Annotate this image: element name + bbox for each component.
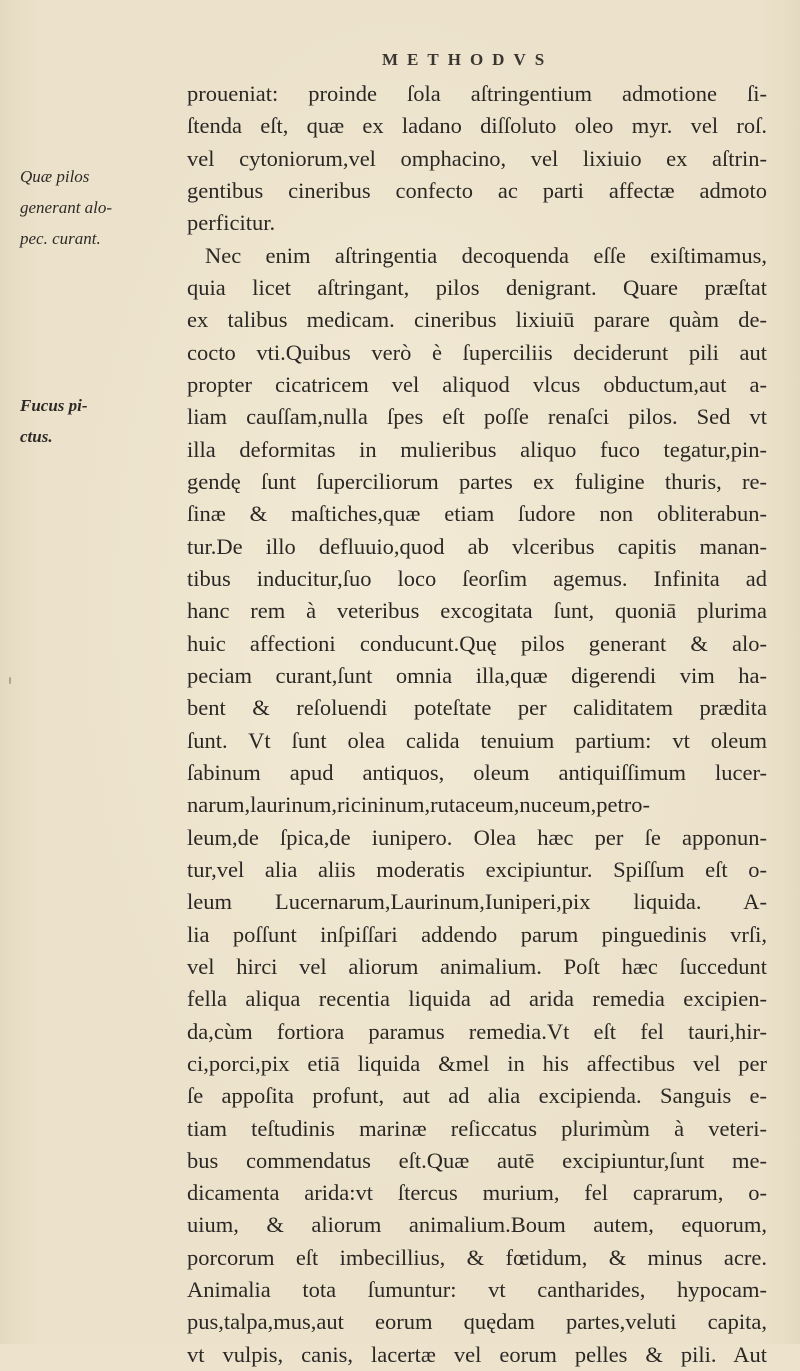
running-head: METHODVS xyxy=(382,50,554,69)
text-line: leum,de ſpica,de iunipero. Olea hæc per ſe apponun- xyxy=(187,824,767,850)
text-line: vel cytoniorum,vel omphacino, vel lixiuio ex aſtrin- xyxy=(187,145,767,171)
text-line: ci,porci,pix etiā liquida &mel in his affectibus vel per xyxy=(187,1050,767,1076)
text-line: ſabinum apud antiquos, oleum antiquiſſimum lucer- xyxy=(187,759,767,785)
text-line: ſe appoſita profunt, aut ad alia excipienda. Sanguis e- xyxy=(187,1083,767,1109)
margin-note-line: generant alo- xyxy=(20,198,113,217)
text-line: ſtenda eſt, quæ ex ladano diſſoluto oleo myr. vel roſ. xyxy=(187,113,767,139)
text-line: lia poſſunt inſpiſſari addendo parum pinguedinis vrſi, xyxy=(187,921,767,947)
text-line: tibus inducitur,ſuo loco ſeorſim agemus. Infinita ad xyxy=(187,565,767,591)
text-line: ſinæ & maſtiches,quæ etiam ſudore non obliterabun- xyxy=(187,501,767,527)
text-line: Nec enim aſtringentia decoquenda eſſe exiſtimamus, xyxy=(205,242,767,268)
text-line: proueniat: proinde ſola aſtringentium admotione ſi- xyxy=(187,81,767,106)
text-line: dicamenta arida:vt ſtercus murium, fel caprarum, o- xyxy=(187,1180,767,1206)
text-line: tur,vel alia aliis moderatis excipiuntur. Spiſſum eſt o- xyxy=(187,856,767,882)
text-line: pus,talpa,mus,aut eorum quędam partes,veluti capita, xyxy=(187,1309,767,1335)
text-line: quia licet aſtringant, pilos denigrant. Quare præſtat xyxy=(187,274,767,300)
text-line: liam cauſſam,nulla ſpes eſt poſſe renaſci pilos. Sed vt xyxy=(187,404,767,430)
text-line: Animalia tota ſumuntur: vt cantharides, hypocam- xyxy=(187,1277,767,1303)
text-line: gentibus cineribus confecto ac parti affectæ admoto xyxy=(187,177,767,203)
text-line: uium, & aliorum animalium.Boum autem, equorum, xyxy=(187,1212,767,1238)
text-line: bus commendatus eſt.Quæ autē excipiuntur,ſunt me- xyxy=(187,1147,767,1173)
text-line: huic affectioni conducunt.Quę pilos generant & alo- xyxy=(187,630,767,656)
text-line: vt vulpis, canis, lacertæ vel eorum pelles & pili. Aut xyxy=(187,1341,767,1367)
text-line: propter cicatricem vel aliquod vlcus obductum,aut a- xyxy=(187,371,767,397)
body-text xyxy=(187,78,767,1371)
text-line: bent & reſoluendi poteſtate per caliditatem prædita xyxy=(187,695,767,721)
text-line: fella aliqua recentia liquida ad arida remedia excipien- xyxy=(187,986,767,1012)
text-line: ſunt. Vt ſunt olea calida tenuium partium: vt oleum xyxy=(187,727,767,753)
margin-note-fucus xyxy=(20,390,185,452)
margin-note-line: ctus. xyxy=(20,427,53,446)
text-line: peciam curant,ſunt omnia illa,quæ digerendi vim ha- xyxy=(187,662,767,688)
margin-note-line: Quæ pilos xyxy=(20,167,90,186)
text-line: illa deformitas in mulieribus aliquo fuco tegatur,pin- xyxy=(187,436,767,462)
text-line: ex talibus medicam. cineribus lixiuiū parare quàm de- xyxy=(187,307,767,333)
paper-speck xyxy=(9,677,11,684)
margin-note-line: pec. curant. xyxy=(20,229,101,248)
text-line: tiam teſtudinis marinæ reſiccatus plurimùm à veteri- xyxy=(187,1115,767,1141)
text-line: tur.De illo defluuio,quod ab vlceribus capitis manan- xyxy=(187,533,767,559)
text-line: porcorum eſt imbecillius, & fœtidum, & minus acre. xyxy=(187,1244,767,1270)
margin-note-line: Fucus pi- xyxy=(20,396,88,415)
text-line: da,cùm fortiora paramus remedia.Vt eſt fel tauri,hir- xyxy=(187,1018,767,1044)
text-line: vel hirci vel aliorum animalium. Poſt hæc ſuccedunt xyxy=(187,953,767,979)
margin-note-hair-remedies xyxy=(20,161,185,254)
text-line: leum Lucernarum,Laurinum,Iuniperi,pix liquida. A- xyxy=(187,889,767,915)
text-line: narum,laurinum,ricininum,rutaceum,nuceum,petro- xyxy=(187,792,650,818)
text-line: perficitur. xyxy=(187,210,276,236)
text-line: gendę ſunt ſuperciliorum partes ex fuligine thuris, re- xyxy=(187,468,767,494)
text-line: cocto vti.Quibus verò è ſuperciliis deciderunt pili aut xyxy=(187,339,767,365)
text-line: hanc rem à veteribus excogitata ſunt, quoniā plurima xyxy=(187,598,767,624)
